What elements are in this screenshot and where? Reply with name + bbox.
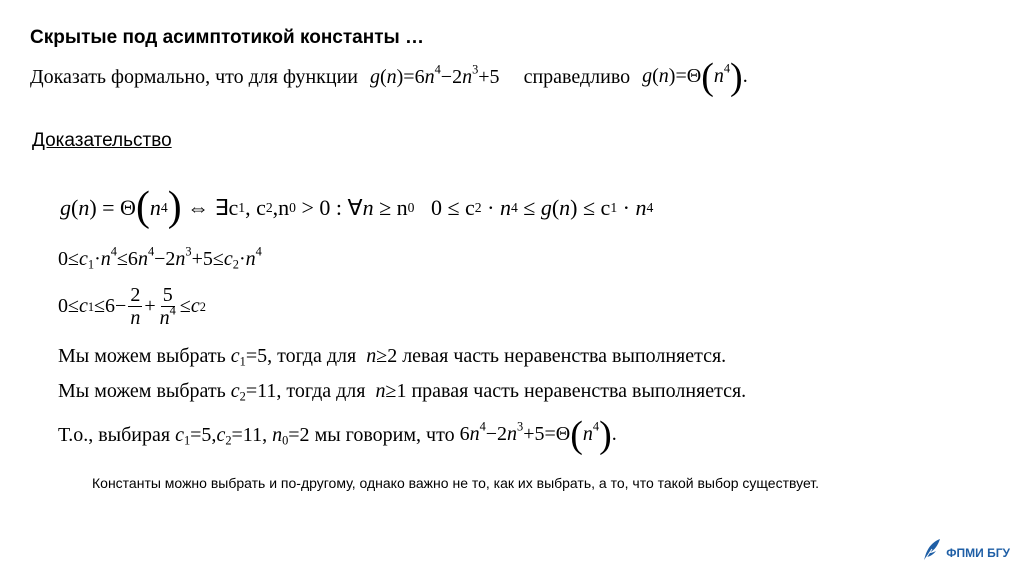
note-text: Константы можно выбрать и по-другому, однако важно не то, как их выбрать, а то, что такой выбор существует.: [92, 475, 820, 491]
theta-definition: g ( n ) = Θ ( n 4 ) ⇔ ∃c 1 , c 2 ,n 0 > 0 : ∀ n ≥ n 0 0 ≤ c 2 · n 4 ≤ g ( n ) ≤ c 1 · n 4: [60, 184, 654, 230]
s2-pre: Мы можем выбрать: [58, 380, 226, 402]
s2-post: правая часть неравенства выполняется.: [411, 380, 747, 402]
statement-c2: Мы можем выбрать $c_2=11$, тогда для n≥1 правая часть неравенства выполняется.: [58, 380, 747, 404]
s1-pre: Мы можем выбрать: [58, 345, 226, 367]
page-title: Скрытые под асимптотикой константы …: [30, 27, 425, 48]
statement-c1: Мы можем выбрать $c_1=5$, тогда для n≥2 левая часть неравенства выполняется.: [58, 345, 727, 369]
task-prefix: Доказать формально, что для функции: [30, 65, 358, 88]
s2-mid: тогда для: [286, 380, 366, 402]
task-statement: [30, 56, 748, 98]
logo-text: ФПМИ БГУ: [946, 545, 1010, 560]
statement-conclusion: Т.о., выбирая $c_1=5,c_2=11$, $n_0=2$ мы говорим, что $6n^4-2n^3+5=\Theta(n^4)$.: [58, 414, 617, 456]
theta-claim: $g(n)=\Theta(n^4)$.: [642, 56, 748, 98]
s3-mid: мы говорим, что: [314, 423, 455, 446]
feather-icon: [920, 537, 942, 568]
proof-heading: Доказательство: [32, 130, 172, 151]
inequality-divided: 0≤ c 1 ≤6− $\frac{2}{n}$ + $\frac{5}{n^4}$ ≤ c 2: [58, 284, 206, 329]
task-middle: справедливо: [523, 65, 631, 88]
logo: [920, 537, 1010, 568]
inequality-chain: $0\le c_1\cdot n^4\le 6n^4-2n^3+5\le c_2\cdot n^4$: [58, 244, 262, 272]
function-definition: $g(n)=6n^4-2n^3+5$: [369, 62, 500, 88]
s3-pre: Т.о., выбирая: [58, 423, 171, 446]
s1-post: левая часть неравенства выполняется.: [402, 345, 727, 367]
s1-mid: тогда для: [277, 345, 357, 367]
